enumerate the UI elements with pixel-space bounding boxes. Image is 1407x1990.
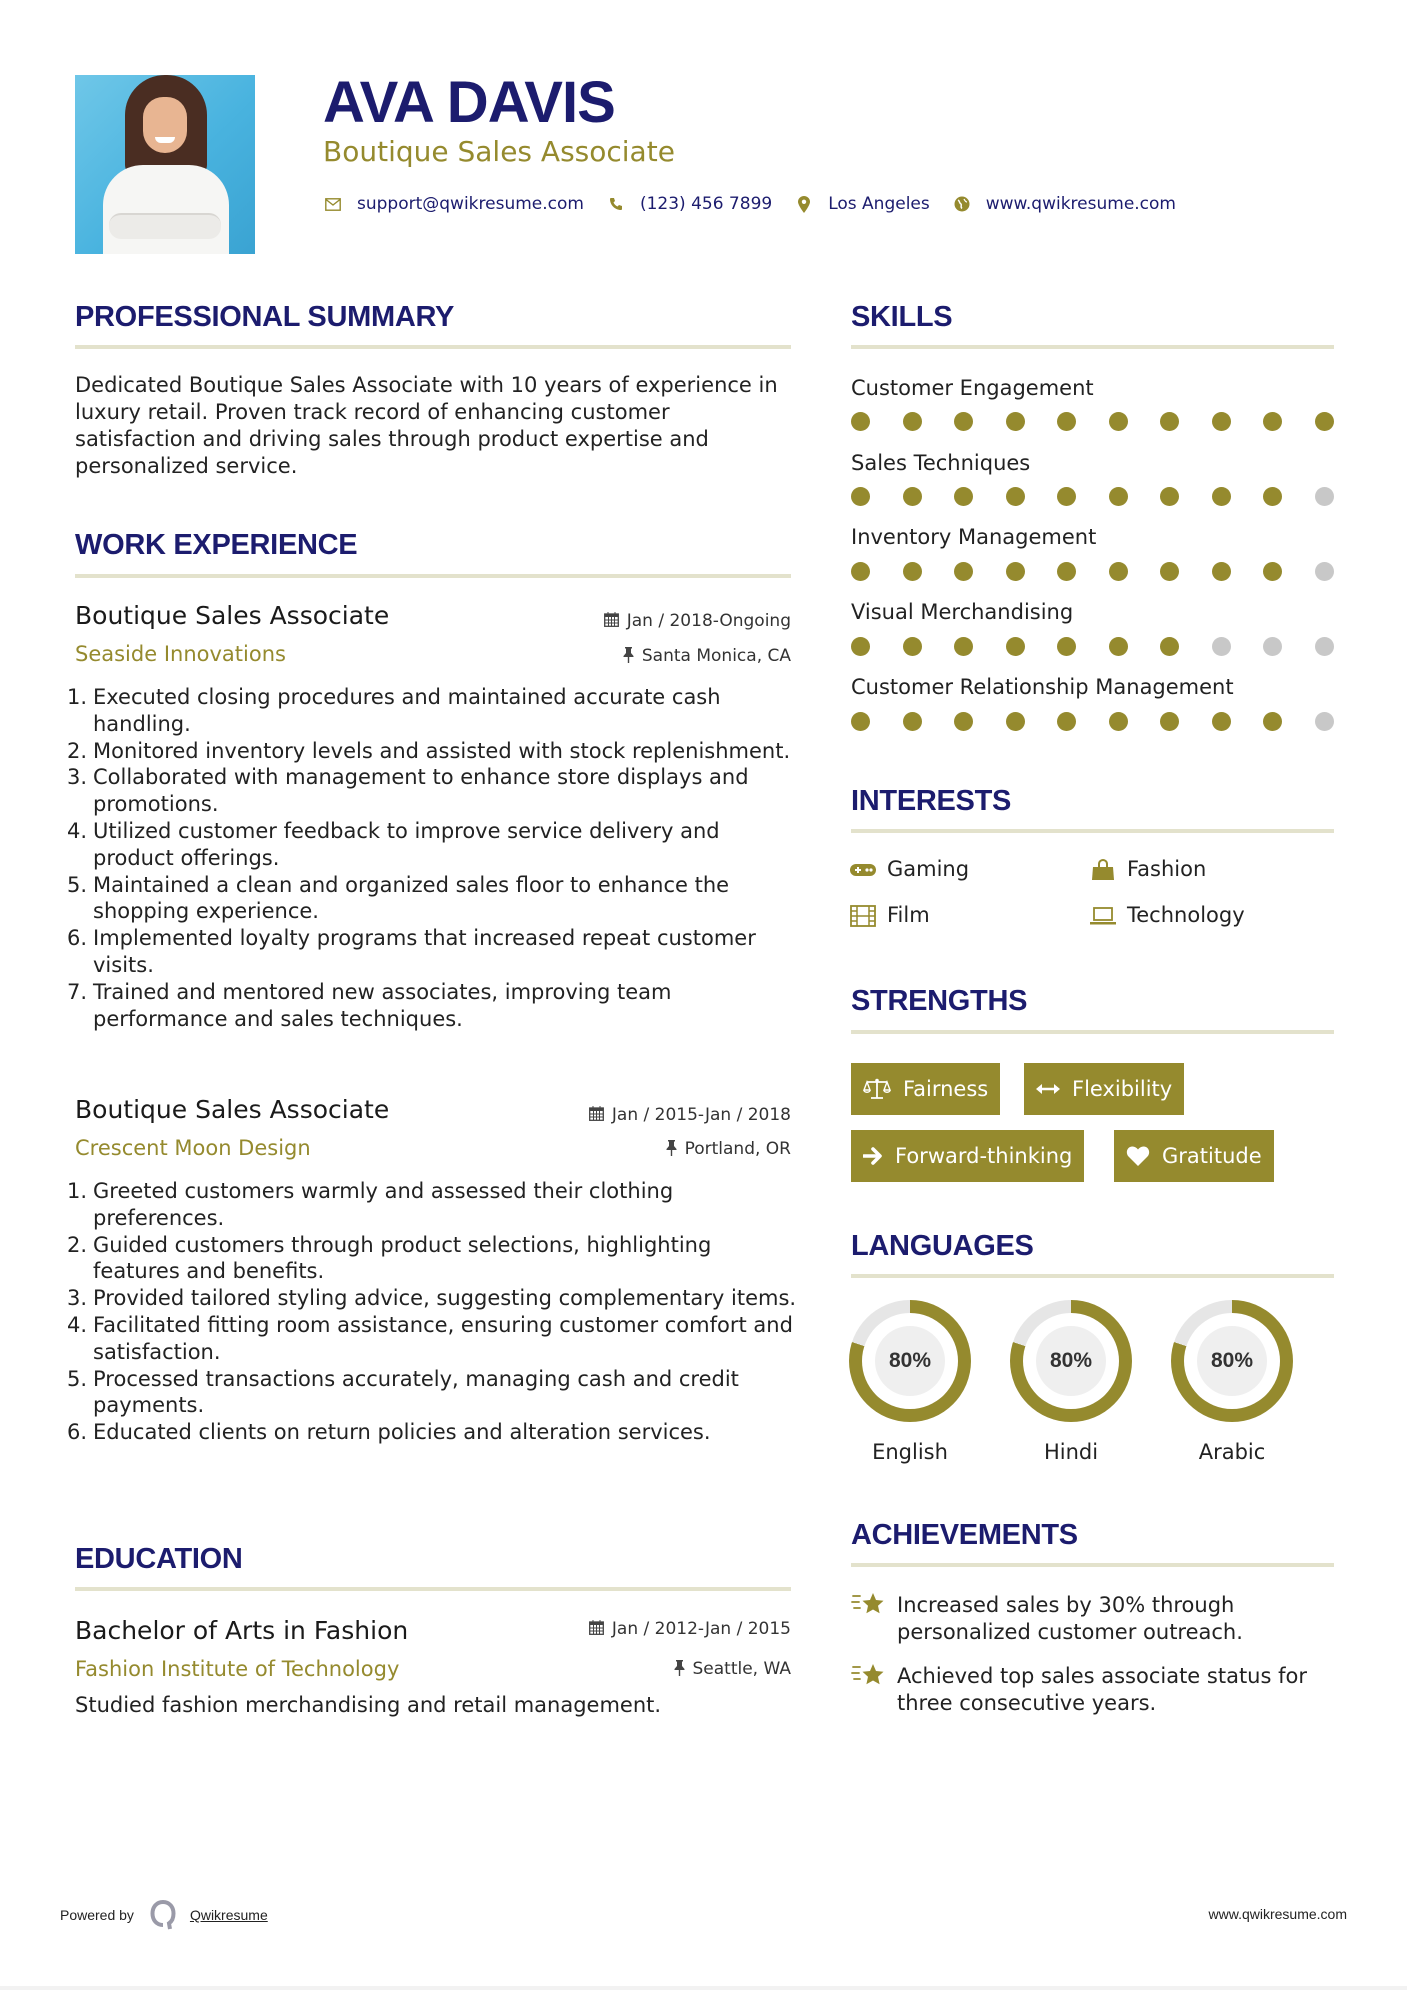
language-progress-ring	[1171, 1300, 1293, 1422]
education-degree: Bachelor of Arts in Fashion	[75, 1616, 409, 1645]
skill-dot-filled	[903, 712, 922, 731]
skill-dot-filled	[1212, 562, 1231, 581]
achievement-text: Achieved top sales associate status for three consecutive years.	[897, 1664, 1307, 1715]
skill-dot-filled	[903, 487, 922, 506]
location-text: Los Angeles	[828, 194, 930, 214]
gamepad-icon	[850, 860, 876, 880]
skill-dot-filled	[903, 412, 922, 431]
job-bullets	[67, 684, 797, 1032]
skill-dot-filled	[1006, 487, 1025, 506]
language-item	[849, 1300, 971, 1463]
bullet-item: 6. Implemented loyalty programs that increased repeat customer visits.	[67, 926, 756, 977]
achievement-item	[851, 1663, 1334, 1717]
skill-dot-filled	[954, 712, 973, 731]
footer-website-link[interactable]: www.qwikresume.com	[1208, 1906, 1347, 1922]
education-dates: Jan / 2012-Jan / 2015	[589, 1620, 791, 1638]
skill-dot-filled	[1057, 712, 1076, 731]
skill-dot-empty	[1315, 562, 1334, 581]
skill-dot-empty	[1315, 487, 1334, 506]
interest-item: Fashion	[1090, 859, 1206, 880]
achievement-text: Increased sales by 30% through personalized customer outreach.	[897, 1593, 1243, 1644]
bullet-item: 2. Guided customers through product selections, highlighting features and benefits.	[67, 1232, 712, 1284]
calendar-icon	[604, 612, 619, 630]
job-dates: Jan / 2015-Jan / 2018	[589, 1106, 791, 1124]
section-title-strengths: STRENGTHS	[851, 985, 1028, 1017]
bullet-item: 5. Processed transactions accurately, managing cash and credit payments.	[67, 1366, 739, 1418]
section-title-languages: LANGUAGES	[851, 1230, 1034, 1262]
shooting-star-icon	[851, 1661, 885, 1691]
language-item	[1171, 1300, 1293, 1463]
skill-dot-filled	[954, 637, 973, 656]
job-bullets	[67, 1178, 797, 1446]
section-divider	[75, 574, 791, 578]
bullet-item: 5. Maintained a clean and organized sales floor to enhance the shopping experience.	[67, 872, 730, 924]
contact-row	[323, 194, 1198, 214]
strength-chip: Fairness	[851, 1063, 1000, 1115]
skill-dot-filled	[1057, 637, 1076, 656]
pushpin-icon	[666, 1140, 677, 1159]
section-title-achievements: ACHIEVEMENTS	[851, 1519, 1078, 1551]
skill-name: Customer Relationship Management	[851, 675, 1234, 699]
language-progress-ring	[1010, 1300, 1132, 1422]
skill-dot-filled	[1160, 712, 1179, 731]
language-progress-ring	[849, 1300, 971, 1422]
bullet-item: 1. Executed closing procedures and maintained accurate cash handling.	[67, 685, 721, 736]
contact-email[interactable]	[323, 194, 584, 214]
calendar-icon	[589, 1620, 604, 1638]
skill-dot-filled	[1160, 562, 1179, 581]
skill-name: Inventory Management	[851, 525, 1097, 549]
film-icon	[850, 906, 876, 926]
skill-dot-filled	[851, 562, 870, 581]
job-dates: Jan / 2018-Ongoing	[604, 612, 791, 630]
shooting-star-icon	[851, 1590, 885, 1620]
section-title-experience: WORK EXPERIENCE	[75, 529, 358, 561]
shopping-bag-icon	[1090, 860, 1116, 880]
arrow-right-icon	[863, 1147, 883, 1165]
pushpin-icon	[674, 1660, 685, 1679]
map-pin-icon	[794, 194, 814, 214]
job-company: Crescent Moon Design	[75, 1136, 311, 1160]
calendar-icon	[589, 1106, 604, 1124]
balance-scale-icon	[863, 1078, 891, 1100]
skill-rating	[851, 712, 1334, 732]
interest-item: Gaming	[850, 859, 969, 880]
website-text: www.qwikresume.com	[985, 194, 1176, 214]
section-title-summary: PROFESSIONAL SUMMARY	[75, 301, 455, 333]
phone-icon	[606, 194, 626, 214]
skill-dot-filled	[1315, 412, 1334, 431]
section-divider	[75, 1587, 791, 1591]
contact-location	[794, 194, 930, 214]
education-school: Fashion Institute of Technology	[75, 1657, 400, 1681]
page-bottom-edge	[0, 1986, 1407, 1990]
skill-dot-empty	[1212, 637, 1231, 656]
skill-dot-filled	[1006, 637, 1025, 656]
skill-dot-filled	[1263, 712, 1282, 731]
bullet-item: 4. Utilized customer feedback to improve service delivery and product offerings.	[67, 818, 720, 870]
strength-chip: Gratitude	[1114, 1130, 1274, 1182]
section-title-education: EDUCATION	[75, 1543, 243, 1575]
skill-dot-filled	[1109, 487, 1128, 506]
powered-by-label: Powered by	[60, 1907, 134, 1923]
skill-dot-filled	[1057, 412, 1076, 431]
section-divider	[75, 345, 791, 349]
skill-dot-empty	[1315, 712, 1334, 731]
education-location: Seattle, WA	[674, 1660, 792, 1679]
section-divider	[851, 829, 1334, 833]
skill-dot-filled	[1263, 562, 1282, 581]
bullet-item: 3. Provided tailored styling advice, suggesting complementary items.	[67, 1286, 797, 1311]
skill-dot-filled	[1109, 412, 1128, 431]
phone-text: (123) 456 7899	[639, 194, 773, 214]
pushpin-icon	[623, 647, 634, 666]
section-divider	[851, 1563, 1334, 1567]
qwikresume-logo-icon	[150, 1900, 176, 1930]
skill-rating	[851, 562, 1334, 582]
skill-rating	[851, 637, 1334, 657]
bullet-item: 2. Monitored inventory levels and assisted with stock replenishment.	[67, 738, 791, 763]
skill-dot-filled	[1263, 487, 1282, 506]
skill-dot-filled	[1212, 712, 1231, 731]
skill-dot-filled	[1109, 637, 1128, 656]
skill-dot-filled	[1160, 487, 1179, 506]
globe-icon	[952, 194, 972, 214]
skill-dot-filled	[851, 412, 870, 431]
bullet-item: 7. Trained and mentored new associates, improving team performance and sales techniques.	[67, 979, 672, 1031]
section-divider	[851, 1030, 1334, 1034]
bullet-item: 3. Collaborated with management to enhance store displays and promotions.	[67, 765, 749, 817]
skill-dot-filled	[1006, 562, 1025, 581]
arrows-horizontal-icon	[1036, 1083, 1060, 1095]
skill-dot-filled	[954, 487, 973, 506]
job-title: Boutique Sales Associate	[75, 601, 390, 630]
skill-dot-filled	[1109, 562, 1128, 581]
section-title-skills: SKILLS	[851, 301, 953, 333]
skill-dot-empty	[1315, 637, 1334, 656]
skill-name: Visual Merchandising	[851, 600, 1074, 624]
skill-dot-filled	[903, 637, 922, 656]
profile-photo	[75, 75, 255, 254]
language-name: Hindi	[1043, 1440, 1099, 1464]
job-company: Seaside Innovations	[75, 642, 286, 666]
skill-dot-filled	[1006, 412, 1025, 431]
bullet-item: 4. Facilitated fitting room assistance, ensuring customer comfort and satisfaction.	[67, 1312, 793, 1364]
heart-icon	[1126, 1145, 1150, 1167]
language-name: Arabic	[1198, 1440, 1266, 1464]
section-divider	[851, 1274, 1334, 1278]
qwikresume-link[interactable]: Qwikresume	[189, 1907, 268, 1923]
candidate-title: Boutique Sales Associate	[323, 135, 675, 168]
skill-dot-filled	[1006, 712, 1025, 731]
strength-chip: Flexibility	[1024, 1063, 1184, 1115]
job-location: Portland, OR	[666, 1140, 791, 1159]
language-name: English	[872, 1440, 948, 1464]
achievement-item	[851, 1592, 1334, 1646]
skill-rating	[851, 487, 1334, 507]
skill-dot-filled	[851, 712, 870, 731]
skill-dot-filled	[1160, 412, 1179, 431]
language-percent: 80%	[1197, 1326, 1267, 1396]
skill-dot-filled	[903, 562, 922, 581]
skill-dot-filled	[954, 412, 973, 431]
job-location: Santa Monica, CA	[623, 647, 791, 666]
skill-dot-filled	[1057, 562, 1076, 581]
language-percent: 80%	[875, 1326, 945, 1396]
contact-phone[interactable]	[606, 194, 772, 214]
skill-dot-empty	[1263, 637, 1282, 656]
skill-dot-filled	[1109, 712, 1128, 731]
contact-website[interactable]	[952, 194, 1176, 214]
bullet-item: 1. Greeted customers warmly and assessed their clothing preferences.	[67, 1179, 674, 1230]
skill-dot-filled	[851, 487, 870, 506]
skill-dot-filled	[954, 562, 973, 581]
email-text: support@qwikresume.com	[357, 194, 584, 214]
footer-branding	[60, 1900, 268, 1930]
candidate-name: AVA DAVIS	[323, 70, 615, 135]
bullet-item: 6. Educated clients on return policies and alteration services.	[67, 1420, 711, 1445]
laptop-icon	[1090, 906, 1116, 926]
interest-item: Technology	[1090, 905, 1245, 926]
summary-text: Dedicated Boutique Sales Associate with 10 years of experience in luxury retail. Proven track record of enhancing customer satisfaction and driving sales through product expertise and personalized service.	[75, 373, 778, 478]
skill-dot-filled	[1212, 412, 1231, 431]
strength-chip: Forward-thinking	[851, 1130, 1084, 1182]
job-title: Boutique Sales Associate	[75, 1095, 390, 1124]
skill-rating	[851, 412, 1334, 432]
language-item	[1010, 1300, 1132, 1463]
education-description: Studied fashion merchandising and retail management.	[75, 1693, 662, 1717]
skill-dot-filled	[1057, 487, 1076, 506]
section-title-interests: INTERESTS	[851, 785, 1012, 817]
interest-item: Film	[850, 905, 930, 926]
skill-name: Sales Techniques	[851, 451, 1031, 475]
skill-dot-filled	[1212, 487, 1231, 506]
skill-name: Customer Engagement	[851, 376, 1094, 400]
skill-dot-filled	[1160, 637, 1179, 656]
skill-dot-filled	[851, 637, 870, 656]
envelope-icon	[323, 194, 343, 214]
section-divider	[851, 345, 1334, 349]
language-percent: 80%	[1036, 1326, 1106, 1396]
skill-dot-filled	[1263, 412, 1282, 431]
